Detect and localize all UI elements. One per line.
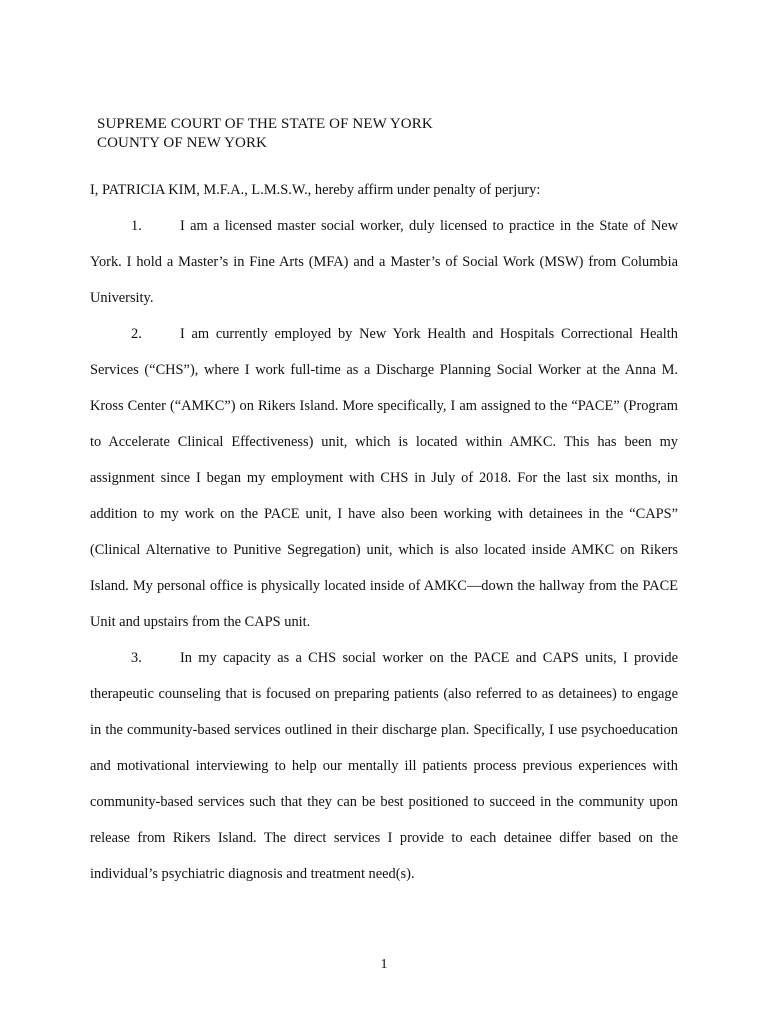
paragraph-number: 2. — [131, 326, 142, 342]
affirmation-body — [90, 172, 678, 892]
paragraph-text: I am a licensed master social worker, duly licensed to practice in the State of New York. I hold a Master’s in Fine Arts (MFA) and a Master’s of Social Work (MSW) from Columbia University. — [90, 218, 678, 306]
county-name: COUNTY OF NEW YORK — [97, 135, 267, 151]
paragraph-text: I am currently employed by New York Health and Hospitals Correctional Health Services (“CHS”), where I work full-time as a Discharge Planning Social Worker at the Anna M. Kross Center (“AMKC”) on Rikers Island. More specifically, I am assigned to the “PACE” (Program to Accelerate Clinical Effectiveness) unit, which is located within AMKC. This has been my assignment since I began my employment with CHS in July of 2018. For the last six months, in addition to my work on the PACE unit, I have also been working with detainees in the “CAPS” (Clinical Alternative to Punitive Segregation) unit, which is also located inside AMKC on Rikers Island. My personal office is physically located inside of AMKC—down the hallway from the PACE Unit and upstairs from the CAPS unit. — [90, 326, 678, 630]
case-caption — [97, 115, 433, 153]
court-name: SUPREME COURT OF THE STATE OF NEW YORK — [97, 116, 433, 132]
paragraph-1 — [90, 208, 678, 316]
page-number: 1 — [380, 957, 388, 972]
paragraph-number: 1. — [131, 218, 142, 234]
paragraph-2 — [90, 316, 678, 640]
paragraph-number: 3. — [131, 650, 142, 666]
paragraph-text: In my capacity as a CHS social worker on the PACE and CAPS units, I provide therapeutic counseling that is focused on preparing patients (also referred to as detainees) to engage in the community-based services outlined in their discharge plan. Specifically, I use psychoeducation and motivational interviewing to help our mentally ill patients process previous experiences with community-based services such that they can be best positioned to succeed in the community upon release from Rikers Island. The direct services I provide to each detainee differ based on the individual’s psychiatric diagnosis and treatment need(s). — [90, 650, 678, 882]
affirmation-intro: I, PATRICIA KIM, M.F.A., L.M.S.W., hereby affirm under penalty of perjury: — [90, 182, 541, 198]
paragraph-3 — [90, 640, 678, 892]
